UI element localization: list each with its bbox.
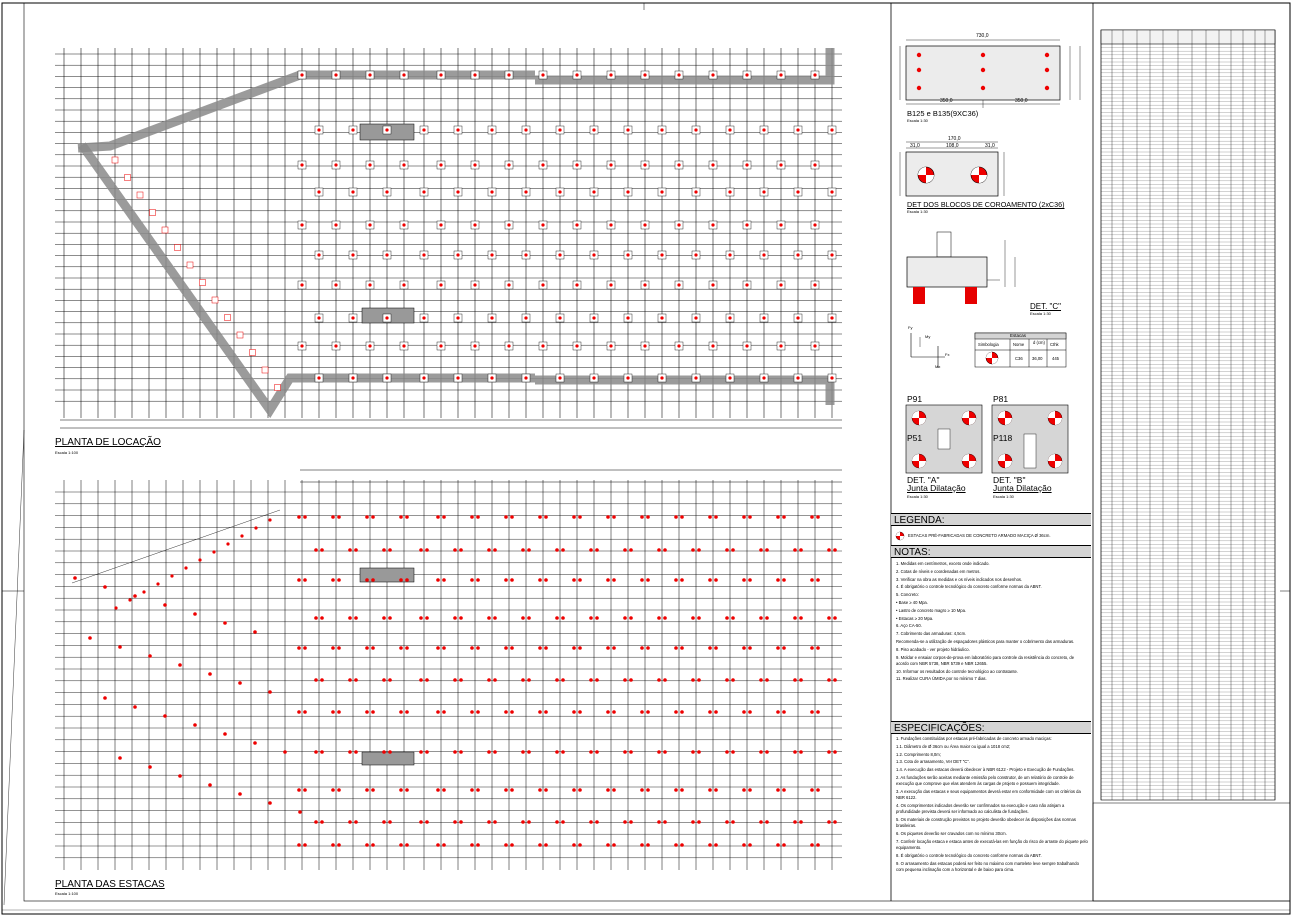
det-a-scale: Escala 1:30 <box>907 494 928 499</box>
pillar-label: P91 <box>907 394 923 404</box>
det-b-title: DET. "B" <box>993 475 1026 485</box>
spec-item: 1.4. A execução das estacas deverá obedecer à NBR 6122 - Projeto e Execução de Fundações. <box>896 767 1075 773</box>
block-2xc36-scale: Escala 1:30 <box>907 209 928 214</box>
block-2xc36-title: DET DOS BLOCOS DE COROAMENTO (2xC36) <box>907 200 1065 209</box>
pile-symbol <box>1045 53 1049 57</box>
pillar-label: P81 <box>993 394 1009 404</box>
block-2xc36-detail <box>900 142 1004 196</box>
location-plan-title: PLANTA DE LOCAÇÃO <box>55 437 161 448</box>
note-item: 10. Informar os resultados do controle tecnológico ao contratante. <box>896 668 1018 674</box>
pile-symbol <box>981 53 985 57</box>
note-item: 7. Cobrimento das armaduras: 4,5cm. <box>896 631 967 637</box>
piles-table-cell: 36,00 <box>1032 356 1043 361</box>
dim-label: 31,0 <box>910 143 920 149</box>
dim-label: 350,0 <box>940 98 953 104</box>
piles-table-header: Simbologia <box>978 342 999 347</box>
pile-symbol <box>962 411 976 425</box>
specs-header: ESPECIFICAÇÕES: <box>891 721 1091 734</box>
pile-symbol <box>912 454 926 468</box>
pile-symbol <box>917 68 921 72</box>
piles-table-header: Nome <box>1013 342 1025 347</box>
spec-item: 1. Fundações constituídas por estacas pré-fabricadas de concreto armado maciças: <box>896 736 1052 741</box>
note-item: • Lastro de concreto magro ≥ 10 Mpa. <box>896 607 967 613</box>
pile-symbol <box>998 411 1012 425</box>
note-item: • Estacas ≥ 20 Mpa. <box>896 615 934 621</box>
piles-table-header: Cthk <box>1050 342 1059 347</box>
det-c-scale: Escala 1:30 <box>1030 311 1051 316</box>
pile-symbol <box>962 454 976 468</box>
note-item: 1. Medidas em centímetros, exceto onde indicado. <box>896 561 990 566</box>
legend-pile-icon <box>896 532 904 540</box>
det-c-section <box>907 232 1015 304</box>
wall <box>78 75 535 148</box>
piles-plan-grid <box>55 470 842 870</box>
block-b125-title: B125 e B135(9XC36) <box>907 109 979 118</box>
pile-symbol <box>918 167 934 183</box>
wall <box>82 145 535 410</box>
pillar-label: P118 <box>993 433 1013 443</box>
pile-symbol <box>1045 68 1049 72</box>
spec-item: 8. É obrigatório o controle tecnológico do concreto conforme normas da ABNT. <box>896 852 1042 858</box>
note-item: 8. Piso acabado - ver projeto hidráulico. <box>896 646 970 652</box>
note-item: Recomenda-se a utilização de espaçadores plásticos para manter o cobrimento das armaduras. <box>896 638 1075 644</box>
legend-item: ESTACAS PRÉ-FABRICADAS DE CONCRETO ARMADO MACIÇA Ø 36cm. <box>908 533 1051 538</box>
det-b-subtitle: Junta Dilatação <box>993 483 1052 493</box>
piles-plan-title: PLANTA DAS ESTACAS <box>55 879 165 890</box>
spec-item: 1.1. Diâmetro de Ø 36cm ou Área maior ou igual a 1018 cm2; <box>896 743 1011 749</box>
piles-table-header: d (cm) <box>1033 340 1045 345</box>
spec-item: 2. As fundações serão aceitas mediante emissão pelo construtor, de um relatório de controle de execução que comprove que elas atendem às cargas de projeto e possuem integridade. <box>896 774 1074 787</box>
notes-list <box>896 561 1088 684</box>
axis-my-label: My <box>925 334 931 339</box>
dim-label: 350,0 <box>1015 98 1028 104</box>
note-item: 3. Verificar na obra as medidas e os níveis indicados nos desenhos. <box>896 576 1023 582</box>
note-item: 6. Aço CA-50. <box>896 623 922 629</box>
note-item: 4. É obrigatório o controle tecnológico do concreto conforme normas da ABNT. <box>896 584 1042 590</box>
spec-item: 7. Conferir locação estaca e estaca antes de executá-las em função do risco de arraste do piquete pelo equipamento. <box>896 838 1088 850</box>
pile-symbol <box>1048 454 1062 468</box>
spec-item: 4. Os comprimentos indicados deverão ser confirmados na execução e caso não atinjam a profundidade prevista deverá ser informado ao calculista de fundações. <box>896 802 1065 815</box>
specs-list <box>896 736 1088 875</box>
legend-header: LEGENDA: <box>891 513 1091 526</box>
spec-item: 1.3. Cota de arrasamento, Ver DET "C". <box>896 759 970 765</box>
piles-plan-scale: Escala 1:100 <box>55 891 79 896</box>
axis-fy-label: Fy <box>908 325 913 330</box>
pile-symbol <box>1045 86 1049 90</box>
location-plan-grid <box>55 48 842 428</box>
axis-mx-label: Mx <box>935 364 941 369</box>
piles-table-cell: 445 <box>1052 356 1059 361</box>
det-c-title: DET. "C" <box>1030 302 1062 311</box>
block-b125-scale: Escala 1:30 <box>907 118 928 123</box>
pile-symbol <box>981 86 985 90</box>
pile-symbol <box>1048 411 1062 425</box>
dim-label: 31,0 <box>985 143 995 149</box>
note-item: 5. Concreto: <box>896 592 919 598</box>
piles-table-cell: C36 <box>1015 356 1023 361</box>
pile-symbol <box>986 352 998 364</box>
pile-symbol <box>917 53 921 57</box>
det-a-subtitle: Junta Dilatação <box>907 483 966 493</box>
pile-schedule-table <box>1101 30 1275 800</box>
pile-symbol <box>981 68 985 72</box>
block-b125-detail <box>900 40 1080 108</box>
pile-symbol <box>917 86 921 90</box>
axis-fx-label: Fx <box>945 352 950 357</box>
pile-symbol <box>998 454 1012 468</box>
det-a-title: DET. "A" <box>907 475 940 485</box>
note-item: • Base ≥ 40 Mpa. <box>896 599 928 605</box>
pile-symbol <box>971 167 987 183</box>
det-b-scale: Escala 1:30 <box>993 494 1014 499</box>
spec-item: 6. Os piquetes deverão ser cravados com no mínimo 30cm. <box>896 830 1007 836</box>
dim-label: 170,0 <box>948 136 961 142</box>
location-plan-scale: Escala 1:100 <box>55 450 79 455</box>
title-block <box>1093 803 1290 901</box>
dim-label: 108,0 <box>946 143 959 149</box>
spec-item: 9. O arrasamento das estacas poderá ser feito no máximo com martelete leve sempre trabalhando com pequena inclinação com a horizontal e de baixo para cima. <box>896 860 1079 872</box>
spec-item: 3. A execução das estacas e seus equipamentos deverá estar em conformidade com os critérios da NBR 6122. <box>896 788 1081 801</box>
piles-table-caption: Estacas <box>1010 333 1027 338</box>
piles-table-grid <box>975 333 1066 367</box>
notes-header: NOTAS: <box>891 545 1091 558</box>
dim-label: 730,0 <box>976 33 989 39</box>
pile-symbol <box>912 411 926 425</box>
note-item: 11. Realizar CURA ÚMIDA por no mínimo 7 dias. <box>896 676 987 682</box>
spec-item: 1.2. Comprimento 8,0m; <box>896 751 941 757</box>
pillar-label: P51 <box>907 433 923 443</box>
note-item: 9. Moldar e ensaiar corpos-de-prova em laboratório para controle da resistência do concreto, de acordo com NBR 5738, NBR 5739 e NBR 12655. <box>896 654 1075 666</box>
spec-item: 5. Os materiais de construção previstos no projeto deverão obedecer às disposições das normas brasileiras. <box>896 816 1076 829</box>
note-item: 2. Cotas de níveis e coordenadas em metros. <box>896 568 981 574</box>
